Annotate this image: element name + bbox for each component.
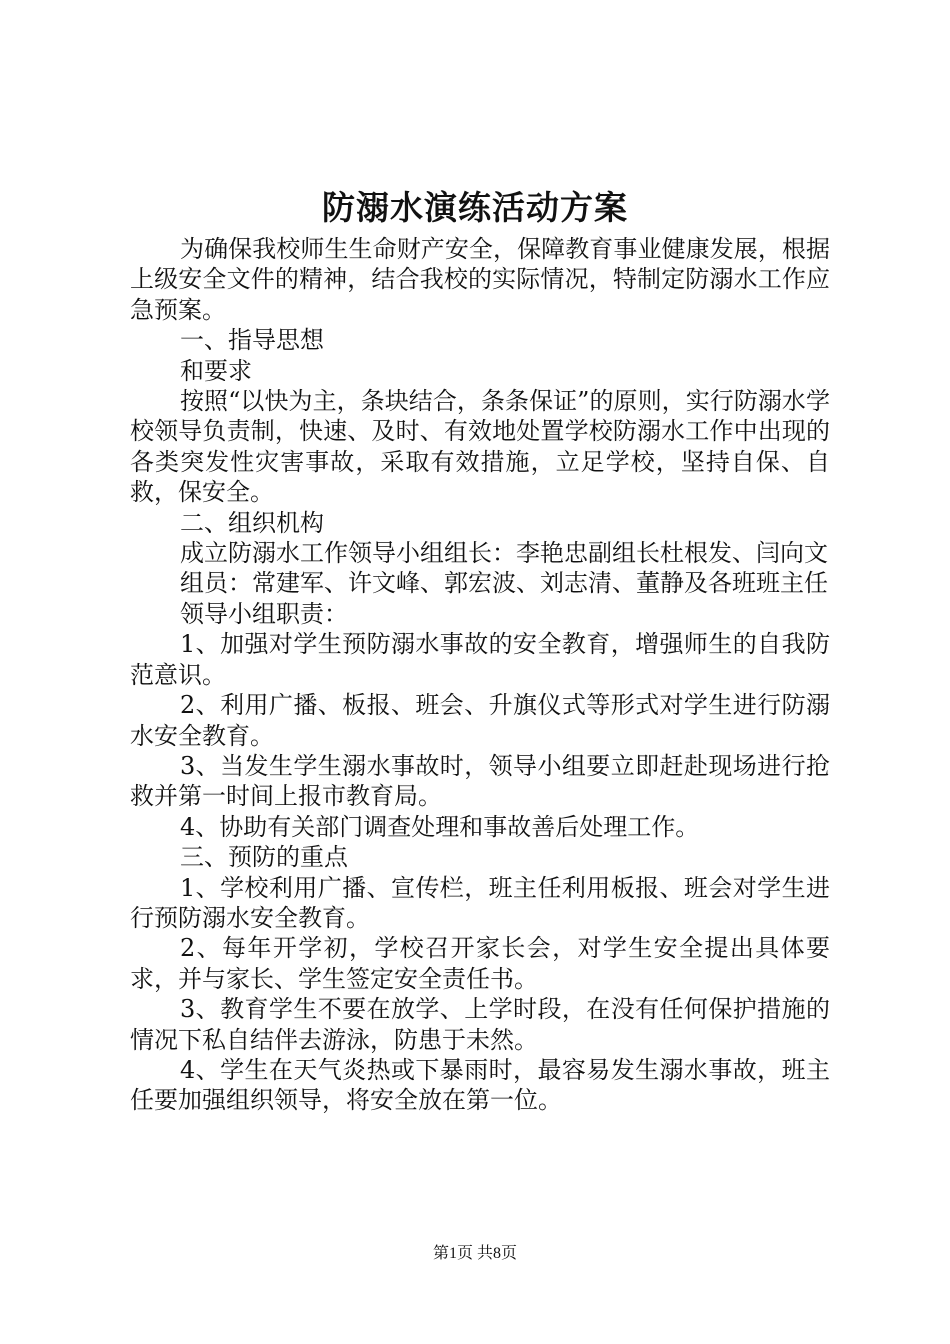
- duty-item: 3、当发生学生溺水事故时，领导小组要立即赶赴现场进行抢救并第一时间上报市教育局。: [130, 751, 830, 811]
- intro-paragraph: 为确保我校师生生命财产安全，保障教育事业健康发展，根据上级安全文件的精神，结合我校的实际情况，特制定防溺水工作应急预案。: [130, 235, 830, 324]
- document-title: 防溺水演练活动方案: [322, 188, 628, 227]
- section-heading-organization: 二、组织机构: [180, 508, 324, 537]
- duties-heading: 领导小组职责：: [180, 599, 348, 628]
- prevention-item: 4、学生在天气炎热或下暴雨时，最容易发生溺水事故，班主任要加强组织领导，将安全放在第一位。: [130, 1055, 830, 1115]
- group-members-paragraph: 组员：常建军、许文峰、郭宏波、刘志清、董静及各班班主任: [180, 569, 828, 598]
- guiding-principle-paragraph: 按照“以快为主，条块结合，条条保证”的原则，实行防溺水学校领导负责制，快速、及时、有效地处置学校防溺水工作中出现的各类突发性灾害事故，采取有效措施，立足学校，坚持自保、自救，保安全。: [130, 387, 830, 507]
- duty-item: 4、协助有关部门调查处理和事故善后处理工作。: [180, 812, 700, 841]
- section-heading-continuation: 和要求: [180, 356, 252, 385]
- prevention-item: 1、学校利用广播、宣传栏，班主任利用板报、班会对学生进行预防溺水安全教育。: [130, 873, 830, 932]
- page-footer: 第1页 共8页: [432, 1245, 517, 1262]
- prevention-item: 3、教育学生不要在放学、上学时段，在没有任何保护措施的情况下私自结伴去游泳，防患于未然。: [130, 995, 830, 1054]
- prevention-item: 2、每年开学初，学校召开家长会，对学生安全提出具体要求，并与家长、学生签定安全责任书。: [130, 934, 830, 993]
- duty-item: 2、利用广播、板报、班会、升旗仪式等形式对学生进行防溺水安全教育。: [130, 691, 830, 750]
- section-heading-guiding-thought: 一、指导思想: [180, 326, 324, 355]
- section-heading-prevention: 三、预防的重点: [180, 843, 348, 872]
- document-body: [130, 234, 830, 1116]
- leadership-group-paragraph: 成立防溺水工作领导小组组长：李艳忠副组长杜根发、闫向文: [180, 539, 828, 568]
- duty-item: 1、加强对学生预防溺水事故的安全教育，增强师生的自我防范意识。: [130, 630, 830, 689]
